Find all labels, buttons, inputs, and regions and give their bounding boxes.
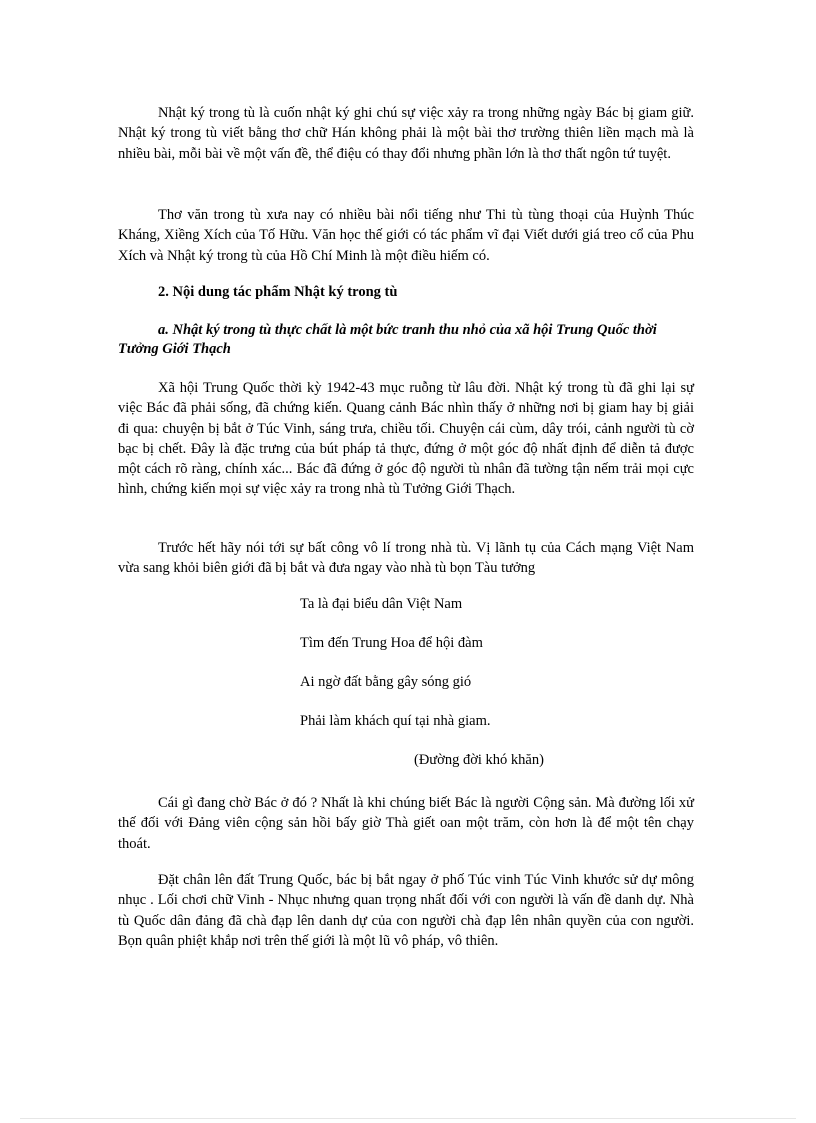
paragraph-communist: Cái gì đang chờ Bác ở đó ? Nhất là khi chúng biết Bác là người Cộng sản. Mà đường lối xử thế đối với Đảng viên cộng sản hồi bấy giờ Thà giết oan một trăm, còn hơn là để một tên chạy thoát. (118, 795, 694, 852)
verse-line-2: Tìm đến Trung Hoa để hội đàm (300, 635, 483, 651)
paragraph-prison-literature: Thơ văn trong tù xưa nay có nhiều bài nổi tiếng như Thi tù tùng thoại của Huỳnh Thúc Kháng, Xiềng Xích của Tố Hữu. Văn học thế giới có tác phẩm vĩ đại Viết dưới giá treo cổ của Phu Xích và Nhật ký trong tù của Hồ Chí Minh là một điều hiếm có. (118, 207, 694, 264)
paragraph-honor: Đặt chân lên đất Trung Quốc, bác bị bắt ngay ở phố Túc vinh Túc Vinh khước sử dự mông nhục . Lối chơi chữ Vinh - Nhục nhưng quan trọng nhất đối với con người là vấn đề danh dự. Nhà tù Quốc dân đảng đã chà đạp lên danh dự của con người chà đạp lên nhân quyền của con người. Bọn quân phiệt khắp nơi trên thế giới là một lũ vô pháp, vô thiên. (118, 872, 694, 949)
section-heading: 2. Nội dung tác phẩm Nhật ký trong tù (158, 284, 398, 300)
subsection-heading: a. Nhật ký trong tù thực chất là một bức tranh thu nhỏ của xã hội Trung Quốc thời Tưởng Giới Thạch (118, 322, 657, 357)
paragraph-society: Xã hội Trung Quốc thời kỳ 1942-43 mục ruỗng từ lâu đời. Nhật ký trong tù đã ghi lại sự việc Bác đã phải sống, đã chứng kiến. Quang cảnh Bác nhìn thấy ở những nơi bị giam hay bị giải đi qua: chuyện bị bắt ở Túc Vinh, sáng trưa, chiều tối. Chuyện cái cùm, dây trói, cảnh người tù cờ bạc bị chết. Đây là đặc trưng của bút pháp tả thực, đứng ở một góc độ nhất định để diễn tả được một cách rõ ràng, chính xác... Bác đã đứng ở góc độ người tù nhân đã tường tận nếm trải mọi cực hình, chứng kiến mọi sự việc xảy ra trong nhà tù Tưởng Giới Thạch. (118, 380, 694, 498)
verse-line-1: Ta là đại biểu dân Việt Nam (300, 596, 463, 612)
page-divider (20, 1118, 796, 1119)
paragraph-injustice: Trước hết hãy nói tới sự bất công vô lí trong nhà tù. Vị lãnh tụ của Cách mạng Việt Nam vừa sang khỏi biên giới đã bị bắt và đưa ngay vào nhà tù bọn Tàu tưởng (118, 540, 694, 577)
verse-line-4: Phải làm khách quí tại nhà giam. (300, 713, 491, 729)
verse-line-3: Ai ngờ đất bằng gây sóng gió (300, 674, 472, 690)
verse-source: (Đường đời khó khăn) (414, 752, 544, 768)
paragraph-intro: Nhật ký trong tù là cuốn nhật ký ghi chú sự việc xảy ra trong những ngày Bác bị giam giữ. Nhật ký trong tù viết bằng thơ chữ Hán không phải là một bài thơ trường thiên liền mạch mà là nhiều bài, mỗi bài về một vấn đề, thể điệu có thay đổi nhưng phần lớn là thơ thất ngôn tứ tuyệt. (118, 105, 694, 162)
